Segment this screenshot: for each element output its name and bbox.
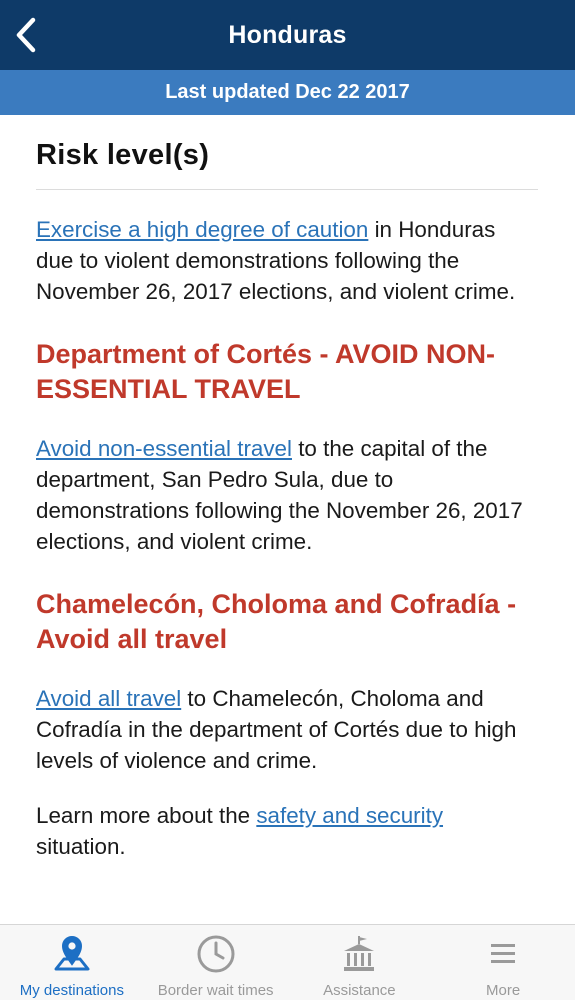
clock-icon (195, 933, 237, 975)
risk-level-heading: Risk level(s) (36, 139, 210, 171)
tab-label: Assistance (323, 982, 396, 999)
bottom-tab-bar (0, 924, 575, 1000)
advisory-content (36, 115, 538, 862)
tab-more[interactable] (431, 925, 575, 1000)
safety-security-link[interactable]: safety and security (256, 803, 444, 828)
advisory-text: in Honduras due to violent demonstrations following the November 26, 2017 elections, and violent crime. (36, 217, 516, 304)
menu-icon (482, 933, 524, 975)
embassy-icon (338, 933, 380, 975)
advisory-paragraph-country (36, 214, 538, 307)
tab-label: More (486, 982, 521, 999)
last-updated-banner: Last updated Dec 22 2017 (0, 70, 575, 115)
tab-label: Border wait times (157, 982, 274, 999)
exercise-caution-link[interactable]: Exercise a high degree of caution (36, 217, 369, 242)
tab-border-wait-times[interactable] (144, 925, 288, 1000)
advisory-paragraph-cortes (36, 433, 538, 557)
learn-more-text-end: situation. (36, 834, 126, 859)
page-title: Honduras (228, 21, 347, 49)
navigation-bar (0, 0, 575, 70)
map-pin-icon (51, 933, 93, 975)
back-button[interactable] (6, 12, 46, 58)
advisory-text: to Chamelecón, Choloma and Cofradía in the department of Cortés due to high levels of violence and crime. (36, 686, 517, 773)
avoid-all-travel-link[interactable]: Avoid all travel (36, 686, 182, 711)
learn-more-paragraph (36, 800, 538, 862)
advisory-paragraph-chamelecon (36, 683, 538, 776)
chevron-left-icon (14, 17, 38, 53)
avoid-non-essential-travel-link[interactable]: Avoid non-essential travel (36, 436, 292, 461)
regional-warning-heading-cortes: Department of Cortés - AVOID NON-ESSENTIAL TRAVEL (36, 339, 496, 404)
tab-assistance[interactable] (288, 925, 432, 1000)
tab-my-destinations[interactable] (0, 925, 144, 1000)
learn-more-text: Learn more about the (36, 803, 257, 828)
divider (36, 189, 538, 190)
regional-warning-heading-chamelecon: Chamelecón, Choloma and Cofradía - Avoid all travel (36, 589, 517, 654)
tab-label: My destinations (19, 982, 124, 999)
advisory-text: to the capital of the department, San Pedro Sula, due to demonstrations following the November 26, 2017 elections, and violent crime. (36, 436, 523, 554)
